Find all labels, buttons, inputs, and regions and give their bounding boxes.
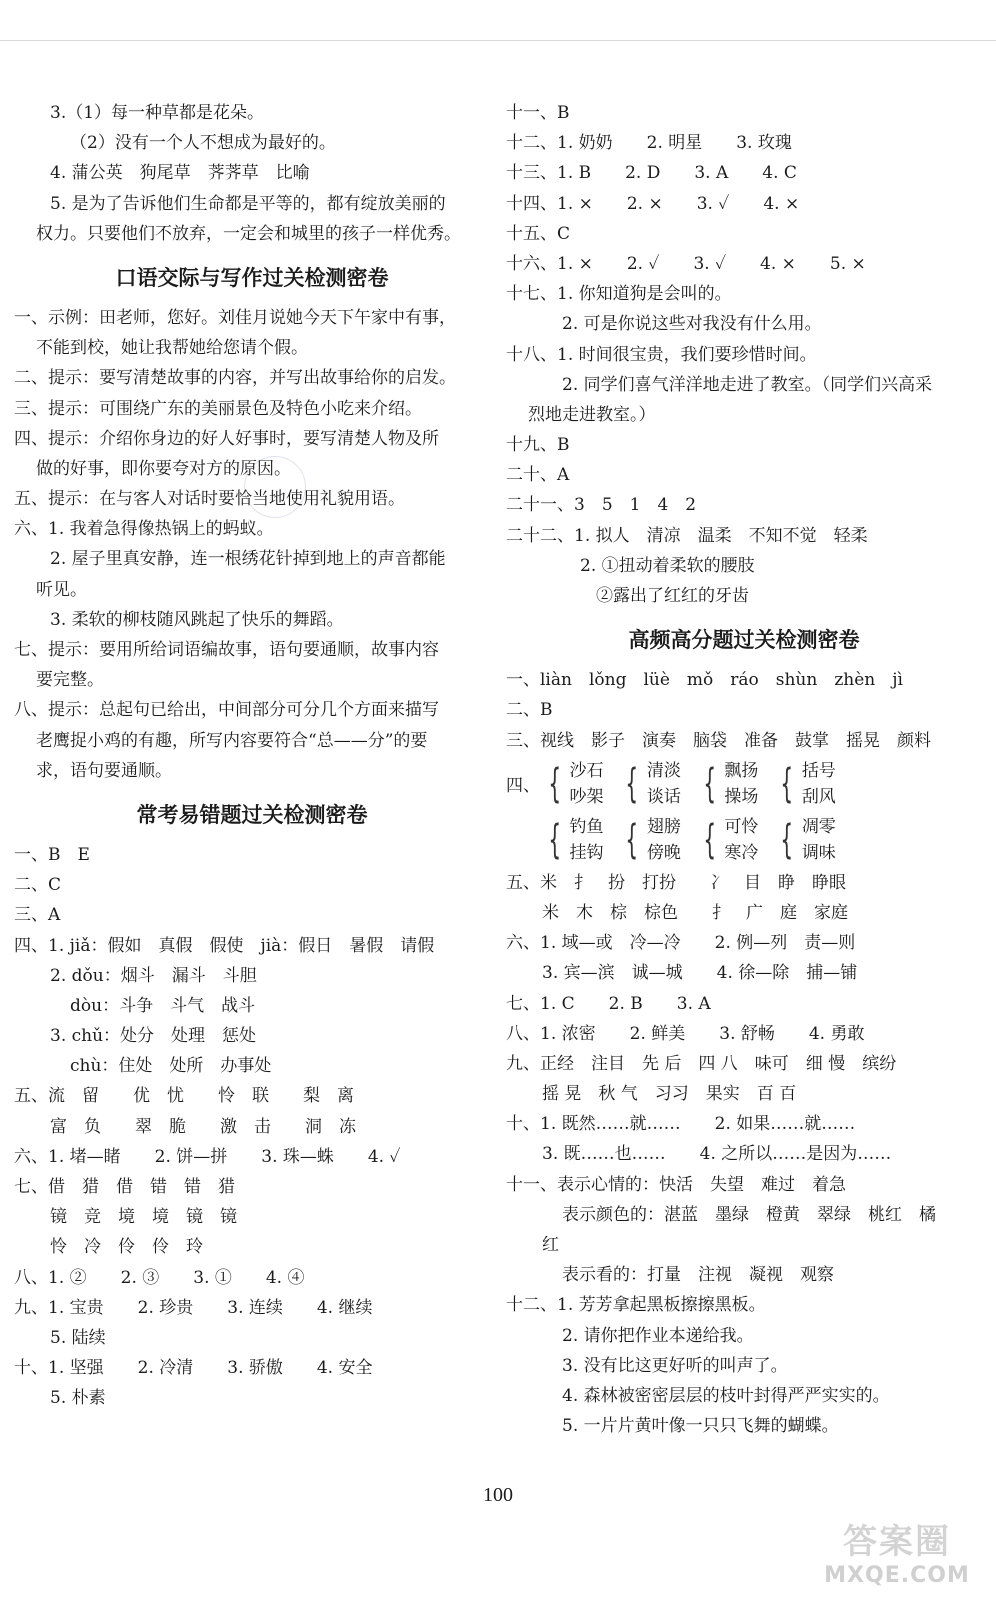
top-rule — [0, 40, 996, 41]
brace-icon: { — [703, 816, 716, 863]
answer-line: 六、1. 域—或 冷—冷 2. 例—列 责—则 — [506, 933, 856, 954]
answer-line: 三、提示：可围绕广东的美丽景色及特色小吃来介绍。 — [14, 398, 422, 419]
answer-line: 镜 竞 境 境 镜 镜 — [50, 1207, 237, 1228]
answer-line: 七、借 猎 借 错 错 猎 — [14, 1177, 235, 1197]
answer-line: 十二、1. 奶奶 2. 明星 3. 玫瑰 — [506, 133, 792, 154]
answer-line: 八、提示：总起句已给出，中间部分可分几个方面来描写 — [14, 700, 439, 721]
answer-line: 六、1. 我着急得像热锅上的蚂蚁。 — [14, 519, 274, 540]
brace-icon: { — [780, 760, 794, 807]
brace-group: { 清淡 谈话 — [619, 758, 680, 810]
brace-row — [506, 756, 982, 812]
brace-group: { 沙石 吵架 — [542, 758, 603, 810]
answer-line: 一、liàn lǒng lüè mǒ ráo shùn zhèn jì — [506, 670, 903, 691]
answer-line: 十六、1. × 2. ✓ 3. ✓ 4. × 5. × — [506, 253, 866, 274]
answer-line: 怜 冷 伶 伶 玲 — [50, 1237, 203, 1258]
answer-line: 十四、1. × 2. × 3. ✓ 4. × — [506, 193, 800, 214]
brace-group: { 翅膀 傍晚 — [619, 814, 680, 866]
answer-line: 不能到校，她让我帮她给您请个假。 — [36, 338, 308, 359]
answer-line: 表示颜色的：湛蓝 墨绿 橙黄 翠绿 桃红 橘 — [562, 1204, 936, 1225]
answer-line: 3. chǔ：处分 处理 惩处 — [50, 1026, 257, 1047]
answer-line: 十八、1. 时间很宝贵，我们要珍惜时间。 — [506, 344, 817, 365]
answer-line: 十九、B — [506, 435, 570, 456]
answer-line: 一、B E — [14, 844, 90, 865]
answer-line: 5. 陆续 — [50, 1327, 106, 1348]
brace-icon: { — [780, 816, 794, 863]
answer-line: 十、1. 坚强 2. 冷清 3. 骄傲 4. 安全 — [14, 1358, 373, 1379]
answer-line: chù：住处 处所 办事处 — [70, 1056, 272, 1077]
page-number: 100 — [483, 1484, 513, 1506]
left-column — [14, 98, 490, 1414]
answer-line: 烈地走进教室。） — [528, 404, 656, 425]
answer-line: 八、1. ② 2. ③ 3. ① 4. ④ — [14, 1267, 305, 1288]
answer-line: 3. 既……也…… 4. 之所以……是因为…… — [542, 1144, 892, 1165]
section-title: 常考易错题过关检测密卷 — [136, 802, 368, 827]
brace-icon: { — [703, 760, 716, 807]
answer-line: 四、1. jiǎ：假如 真假 假使 jià：假日 暑假 请假 — [14, 935, 435, 956]
answer-line: dòu：斗争 斗气 战斗 — [70, 995, 256, 1016]
answer-line: 5. 朴素 — [50, 1388, 106, 1409]
q4-brace-block — [506, 756, 982, 868]
question-label: 四、 — [506, 776, 540, 797]
right-column — [506, 98, 982, 1441]
answer-line: 三、A — [14, 905, 61, 926]
answer-line: 十、1. 既然……就…… 2. 如果……就…… — [506, 1114, 856, 1135]
answer-line: 老鹰捉小鸡的有趣，所写内容要符合“总——分”的要 — [36, 730, 428, 751]
answer-line: 三、视线 影子 演奏 脑袋 准备 鼓掌 摇晃 颜料 — [506, 730, 931, 751]
answer-line: 十三、1. B 2. D 3. A 4. C — [506, 163, 797, 184]
answer-line: 十一、B — [506, 103, 570, 123]
answer-line: 2. 请你把作业本递给我。 — [562, 1325, 754, 1346]
answer-line: 五、米 扌 扮 打扮 冫 目 睁 睁眼 — [506, 872, 846, 893]
brace-group: { 凋零 调味 — [774, 814, 835, 866]
section-title: 高频高分题过关检测密卷 — [628, 628, 860, 653]
answer-line: ②露出了红红的牙齿 — [596, 586, 749, 606]
answer-line: 九、正经 注目 先 后 四 八 味可 细 慢 缤纷 — [506, 1053, 897, 1074]
brace-group: { 钓鱼 挂钩 — [542, 814, 603, 866]
brace-group: { 飘扬 操场 — [697, 758, 758, 810]
answer-line: 二、提示：要写清楚故事的内容，并写出故事给你的启发。 — [14, 368, 456, 389]
answer-line: 权力。只要他们不放弃，一定会和城里的孩子一样优秀。 — [36, 223, 461, 244]
answer-line: 4. 蒲公英 狗尾草 荠荠草 比喻 — [50, 163, 310, 184]
brace-group: { 可怜 寒冷 — [697, 814, 758, 866]
watermark-logo: 答案圈 MXQE.COM — [824, 1522, 970, 1588]
answer-line: 二十二、1. 拟人 清凉 温柔 不知不觉 轻柔 — [506, 525, 868, 546]
answer-line: 3. 没有比这更好听的叫声了。 — [562, 1355, 788, 1376]
answer-line: 六、1. 堵—睹 2. 饼—拼 3. 珠—蛛 4. ✓ — [14, 1146, 401, 1167]
answer-line: 八、1. 浓密 2. 鲜美 3. 舒畅 4. 勇敢 — [506, 1023, 865, 1044]
brace-row — [506, 812, 982, 868]
answer-line: 四、提示：介绍你身边的好人好事时，要写清楚人物及所 — [14, 428, 439, 449]
answer-line: 2. dǒu：烟斗 漏斗 斗胆 — [50, 965, 257, 986]
answer-line: 十二、1. 芳芳拿起黑板擦擦黑板。 — [506, 1295, 766, 1316]
answer-line: 二、C — [14, 875, 62, 896]
answer-line: 2. 可是你说这些对我没有什么用。 — [562, 314, 822, 335]
answer-line: 4. 森林被密密层层的枝叶封得严严实实的。 — [562, 1385, 890, 1406]
answer-line: 摇 晃 秋 气 习习 果实 百 百 — [542, 1084, 797, 1105]
answer-line: 米 木 棕 棕色 扌 广 庭 家庭 — [542, 902, 848, 923]
answer-line: 二、B — [506, 700, 553, 721]
brace-icon: { — [625, 816, 639, 863]
answer-line: 表示看的：打量 注视 凝视 观察 — [562, 1265, 834, 1286]
answer-line: 3.（1）每一种草都是花朵。 — [50, 103, 265, 123]
answer-line: 十五、C — [506, 223, 571, 244]
brace-icon: { — [548, 816, 562, 863]
answer-line: 红 — [542, 1235, 559, 1255]
brace-group: { 括号 刮风 — [774, 758, 835, 810]
answer-line: 5. 是为了告诉他们生命都是平等的，都有绽放美丽的 — [50, 193, 446, 214]
answer-line: 二十、A — [506, 465, 570, 486]
answer-line: 五、流 留 优 忧 怜 联 梨 离 — [14, 1086, 354, 1107]
section-title: 口语交际与写作过关检测密卷 — [115, 265, 389, 290]
answer-line: 富 负 翠 脆 激 击 洞 冻 — [50, 1116, 356, 1137]
answer-line: 七、提示：要用所给词语编故事，语句要通顺，故事内容 — [14, 640, 439, 660]
brace-icon: { — [548, 760, 562, 807]
answer-line: 做的好事，即你要夸对方的原因。 — [36, 458, 291, 479]
answer-line: 二十一、3 5 1 4 2 — [506, 495, 697, 516]
answer-line: 2. 屋子里真安静，连一根绣花针掉到地上的声音都能 — [50, 549, 446, 570]
answer-line: 五、提示：在与客人对话时要恰当地使用礼貌用语。 — [14, 489, 405, 510]
brace-icon: { — [625, 760, 639, 807]
answer-line: 3. 柔软的柳枝随风跳起了快乐的舞蹈。 — [50, 609, 344, 630]
answer-line: 一、示例：田老师，您好。刘佳月说她今天下午家中有事， — [14, 307, 456, 328]
answer-line: 九、1. 宝贵 2. 珍贵 3. 连续 4. 继续 — [14, 1297, 373, 1318]
answer-line: 听见。 — [36, 579, 87, 600]
answer-line: 3. 宾—滨 诚—城 4. 徐—除 捕—铺 — [542, 963, 858, 984]
answer-line: （2）没有一个人不想成为最好的。 — [70, 133, 336, 154]
answer-line: 5. 一片片黄叶像一只只飞舞的蝴蝶。 — [562, 1416, 839, 1437]
answer-line: 求，语句要通顺。 — [36, 760, 172, 781]
answer-line: 要完整。 — [36, 670, 104, 691]
answer-line: 2. 同学们喜气洋洋地走进了教室。（同学们兴高采 — [562, 374, 933, 395]
answer-line: 2. ①扭动着柔软的腰肢 — [580, 555, 755, 576]
answer-line: 七、1. C 2. B 3. A — [506, 993, 711, 1014]
answer-line: 十一、表示心情的：快活 失望 难过 着急 — [506, 1174, 846, 1195]
answer-line: 十七、1. 你知道狗是会叫的。 — [506, 284, 732, 305]
